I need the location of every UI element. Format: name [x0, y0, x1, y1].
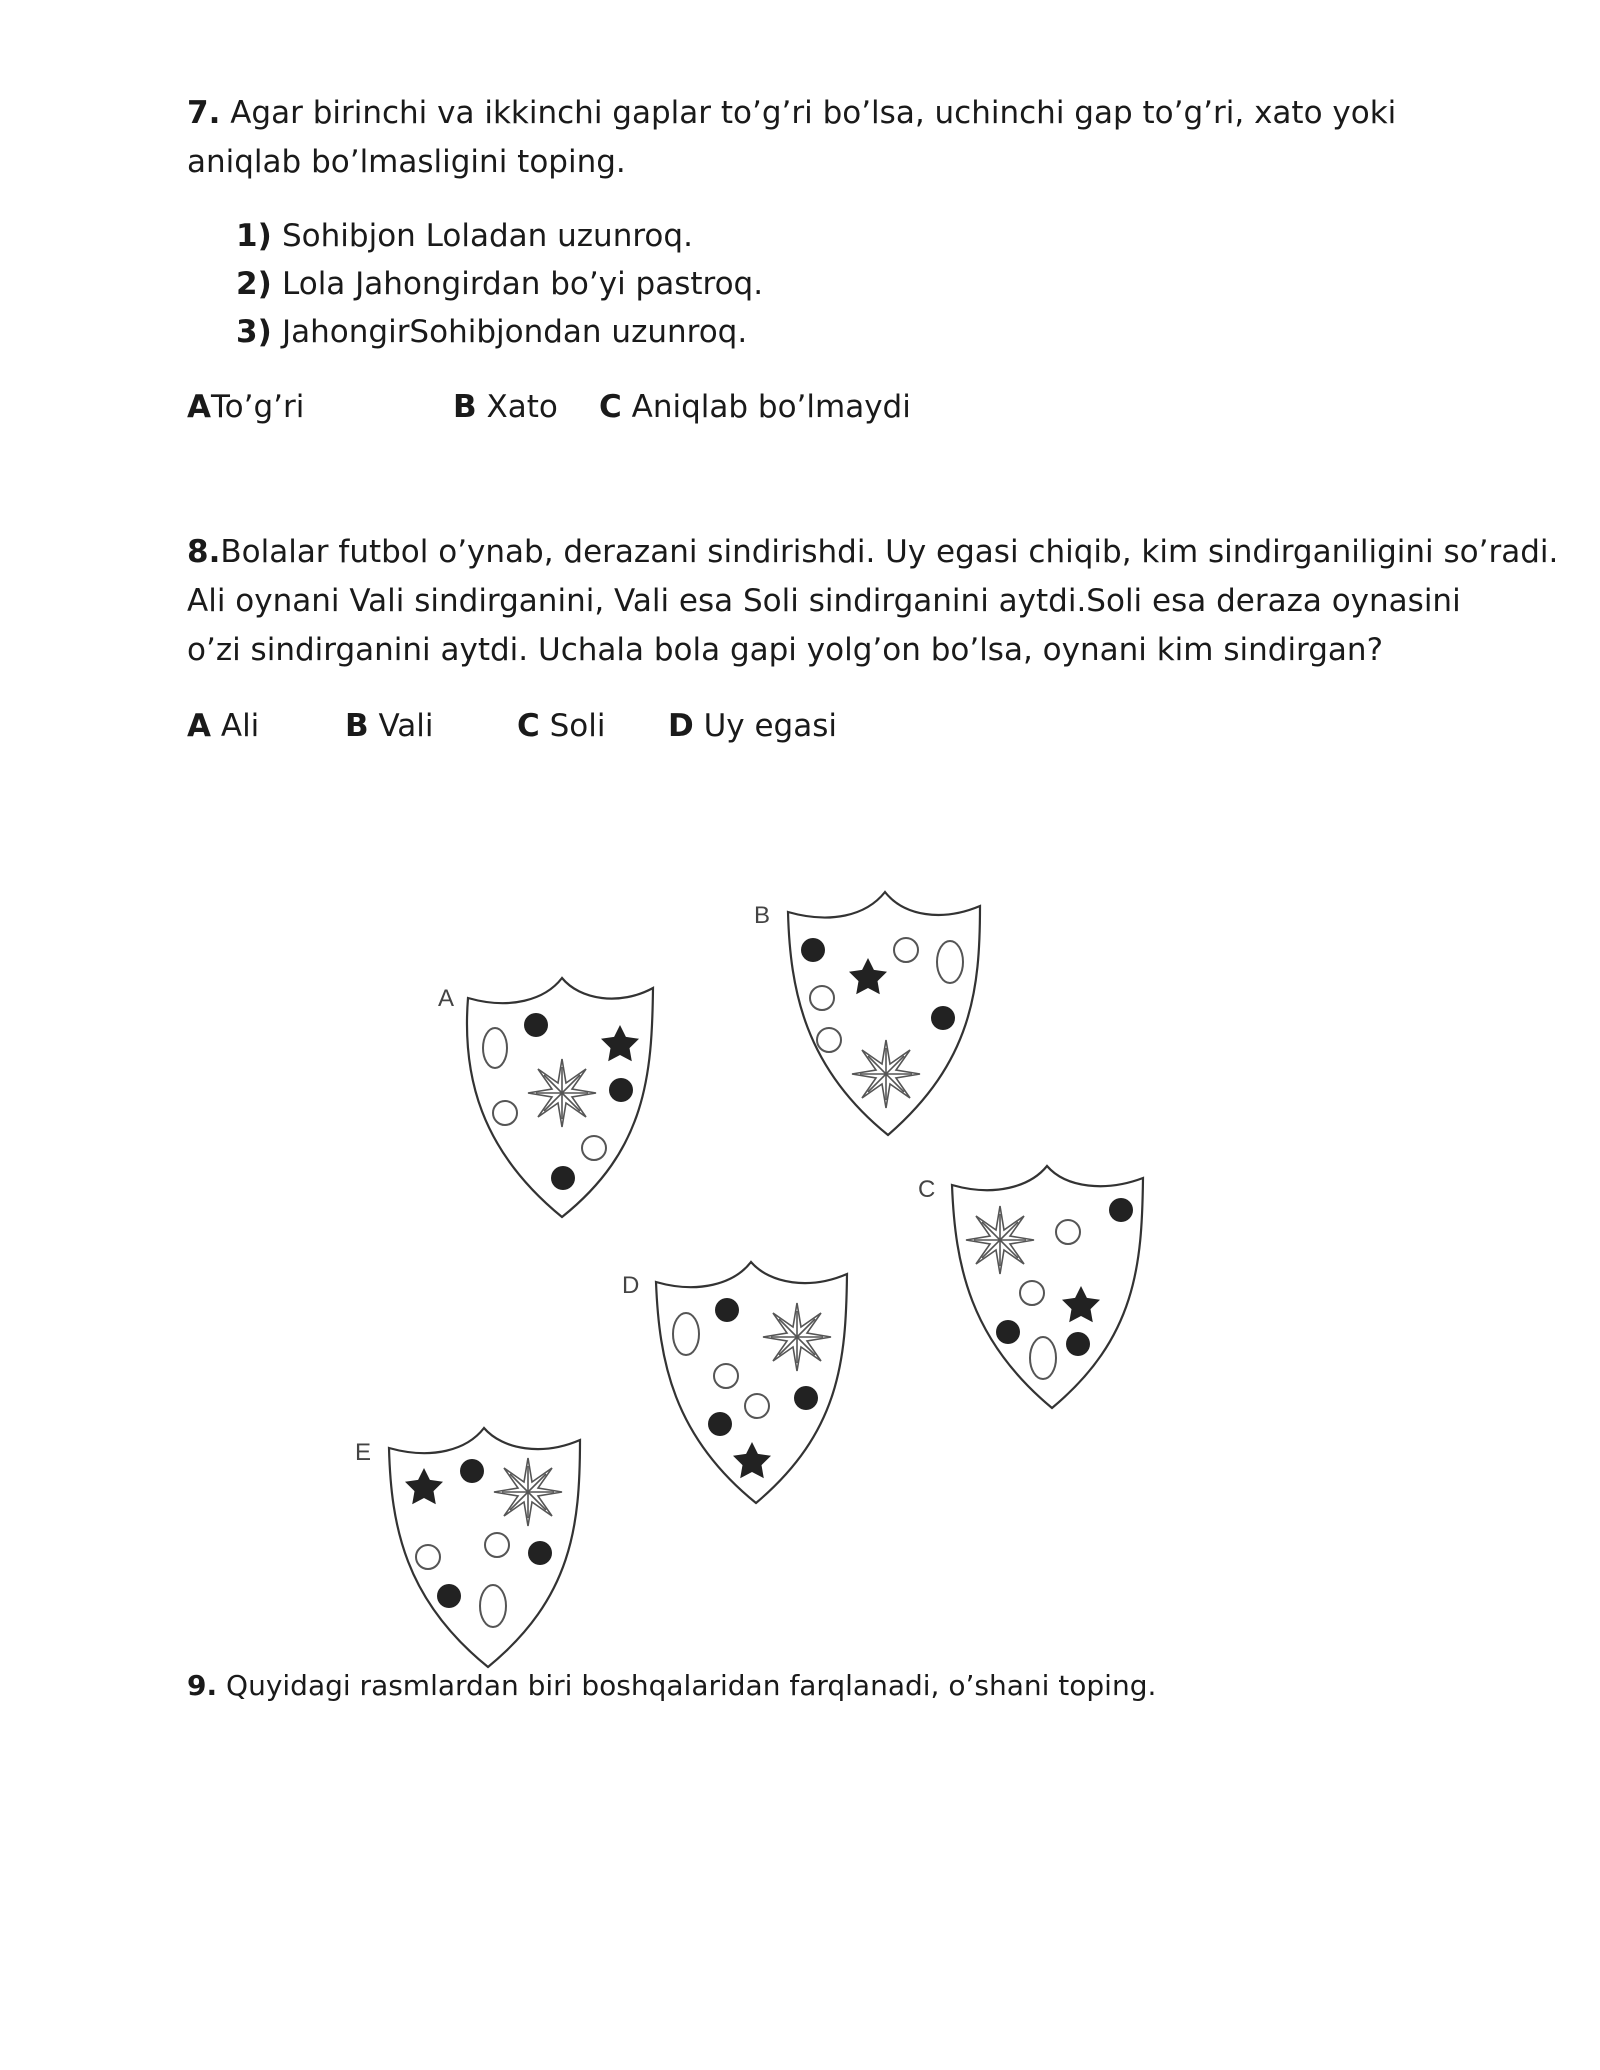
- q8-number: 8.: [187, 534, 221, 570]
- option-letter: D: [668, 708, 694, 744]
- q7-number: 7.: [187, 95, 221, 131]
- open-circle-icon: [416, 1545, 440, 1569]
- filled-dot-icon: [708, 1412, 732, 1436]
- option-letter: C: [599, 389, 622, 425]
- filled-dot-icon: [715, 1298, 739, 1322]
- open-circle-icon: [894, 938, 918, 962]
- option-letter: B: [345, 708, 369, 744]
- statement-text: Sohibjon Loladan uzunroq.: [282, 218, 693, 254]
- option-letter: A: [187, 389, 211, 425]
- open-circle-icon: [582, 1136, 606, 1160]
- open-circle-icon: [714, 1364, 738, 1388]
- open-circle-icon: [810, 986, 834, 1010]
- filled-dot-icon: [551, 1166, 575, 1190]
- option-text: Uy egasi: [703, 708, 837, 744]
- option-text: Xato: [486, 389, 558, 425]
- open-oval-icon: [1030, 1337, 1056, 1379]
- shield-c-label: C: [918, 1176, 936, 1203]
- option-text: Aniqlab bo’lmaydi: [631, 389, 911, 425]
- option-text: Soli: [549, 708, 606, 744]
- open-circle-icon: [817, 1028, 841, 1052]
- filled-dot-icon: [460, 1459, 484, 1483]
- statement-number: 3): [236, 314, 272, 350]
- q8-line3: o’zi sindirganini aytdi. Uchala bola gapi yolg’on bo’lsa, oynani kim sindirgan?: [187, 632, 1384, 668]
- filled-dot-icon: [794, 1386, 818, 1410]
- filled-dot-icon: [1066, 1332, 1090, 1356]
- shield-d-label: D: [622, 1272, 640, 1299]
- q8-text-line1: Bolalar futbol o’ynab, derazani sindirishdi. Uy egasi chiqib, kim sindirganiligini so’radi.: [220, 534, 1559, 570]
- option-letter: C: [517, 708, 540, 744]
- q8-line2: Ali oynani Vali sindirganini, Vali esa Soli sindirganini aytdi.Soli esa deraza oynasini: [187, 583, 1461, 619]
- filled-dot-icon: [609, 1078, 633, 1102]
- filled-dot-icon: [437, 1584, 461, 1608]
- q9-number: 9.: [187, 1669, 218, 1702]
- open-oval-icon: [480, 1585, 506, 1627]
- open-circle-icon: [745, 1394, 769, 1418]
- open-oval-icon: [483, 1028, 507, 1068]
- eight-point-star-icon: [494, 1458, 562, 1526]
- filled-dot-icon: [996, 1320, 1020, 1344]
- filled-dot-icon: [528, 1541, 552, 1565]
- question-9: [187, 1666, 1156, 1706]
- q9-text: Quyidagi rasmlardan biri boshqalaridan farqlanadi, o’shani toping.: [226, 1669, 1157, 1702]
- eight-point-star-icon: [966, 1206, 1034, 1274]
- filled-dot-icon: [1109, 1198, 1133, 1222]
- shield-a-label: A: [438, 985, 455, 1012]
- filled-dot-icon: [524, 1013, 548, 1037]
- open-circle-icon: [485, 1533, 509, 1557]
- open-oval-icon: [673, 1313, 699, 1355]
- option-letter: A: [187, 708, 211, 744]
- shield-e-label: E: [355, 1439, 372, 1466]
- option-text: To’g’ri: [211, 389, 305, 425]
- statement-text: JahongirSohibjondan uzunroq.: [282, 314, 748, 350]
- filled-dot-icon: [931, 1006, 955, 1030]
- statement-text: Lola Jahongirdan bo’yi pastroq.: [282, 266, 764, 302]
- statement-number: 2): [236, 266, 272, 302]
- q7-text-line1: Agar birinchi va ikkinchi gaplar to’g’ri bo’lsa, uchinchi gap to’g’ri, xato yoki: [230, 95, 1397, 131]
- option-letter: B: [453, 389, 477, 425]
- eight-point-star-icon: [763, 1303, 831, 1371]
- open-circle-icon: [1020, 1281, 1044, 1305]
- filled-dot-icon: [801, 938, 825, 962]
- eight-point-star-icon: [528, 1059, 596, 1127]
- eight-point-star-icon: [852, 1040, 920, 1108]
- open-circle-icon: [493, 1101, 517, 1125]
- option-text: Vali: [378, 708, 434, 744]
- statement-number: 1): [236, 218, 272, 254]
- open-oval-icon: [937, 941, 963, 983]
- q7-line2: aniqlab bo’lmasligini toping.: [187, 144, 626, 180]
- open-circle-icon: [1056, 1220, 1080, 1244]
- option-text: Ali: [220, 708, 260, 744]
- shield-b-label: B: [754, 902, 771, 929]
